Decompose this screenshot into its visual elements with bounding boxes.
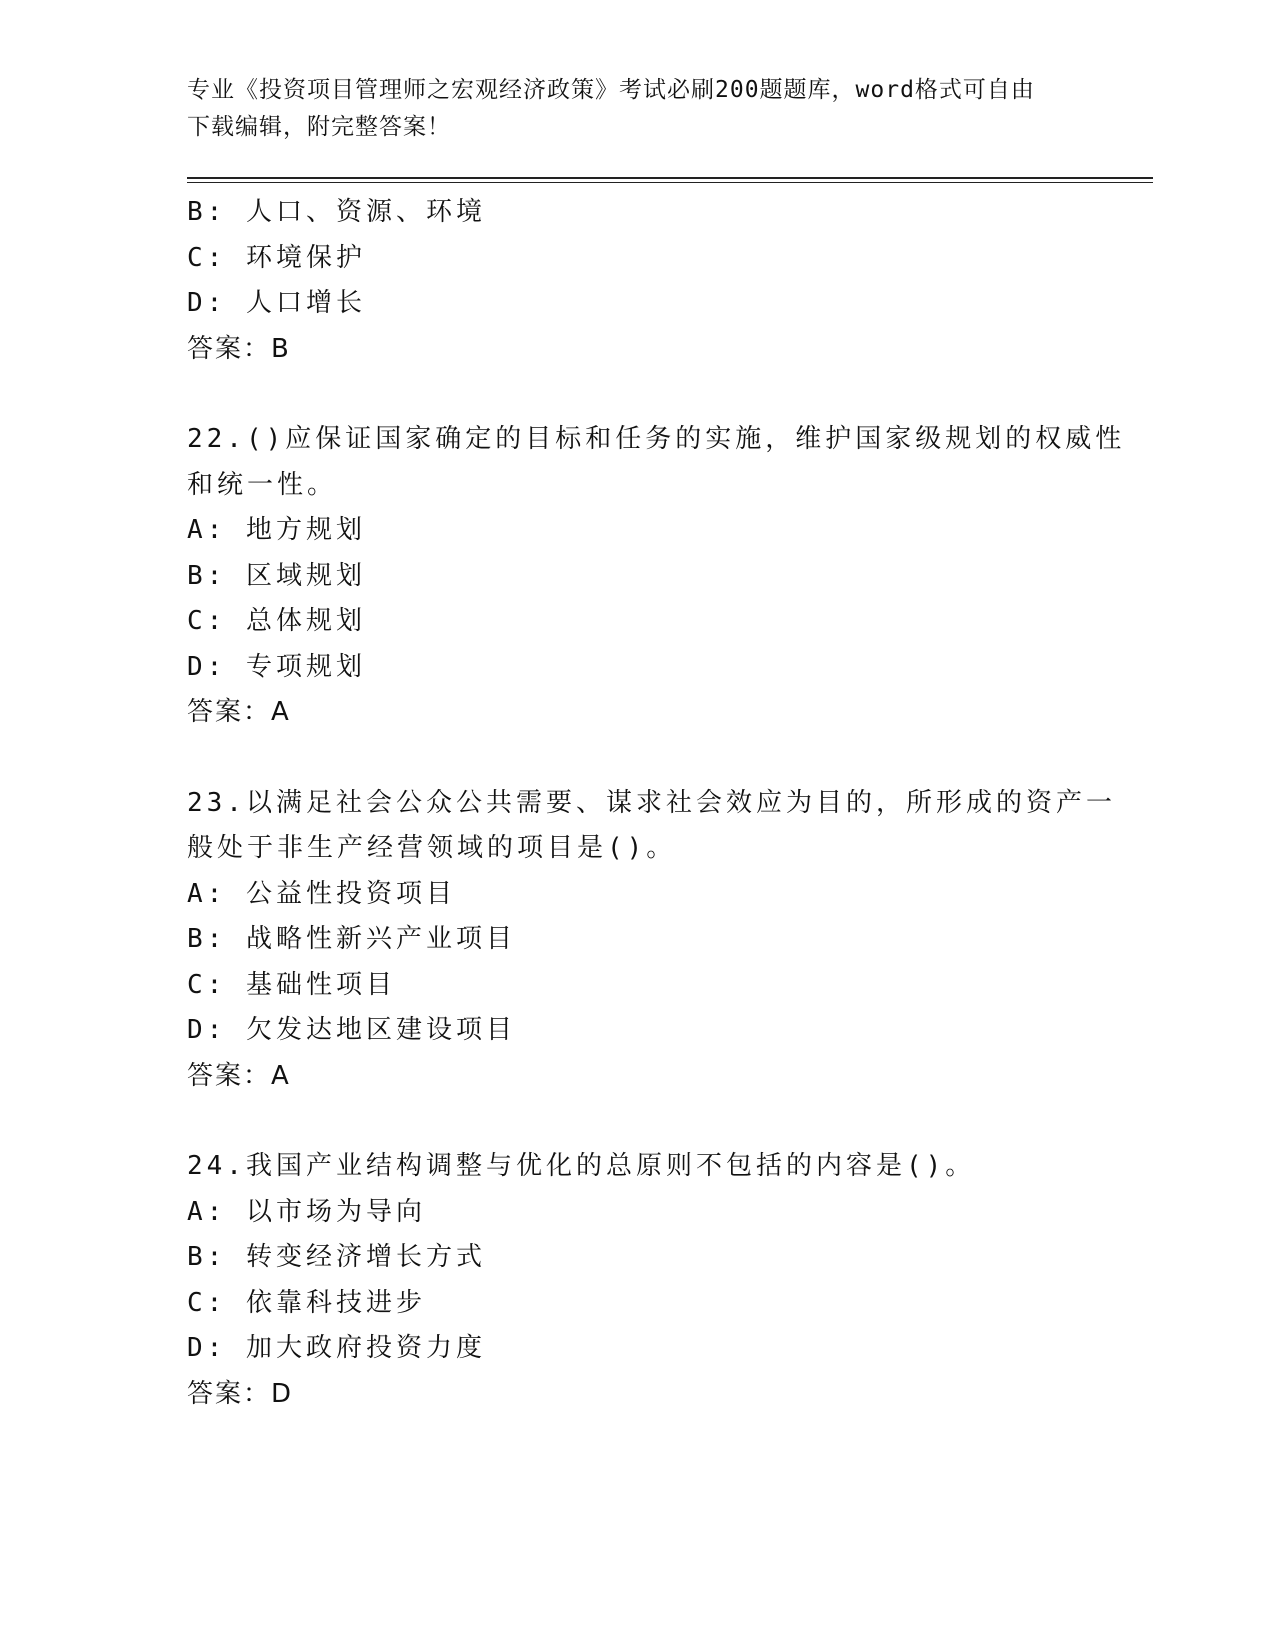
document-header <box>187 72 1067 146</box>
question-text-line-1: 22.()应保证国家确定的目标和任务的实施，维护国家级规划的权威性 <box>187 424 1126 454</box>
option-a: A: 公益性投资项目 <box>187 878 456 909</box>
option-b: B: 人口、资源、环境 <box>187 197 486 227</box>
question-text-line-1: 23.以满足社会公众公共需要、谋求社会效应为目的，所形成的资产一 <box>187 787 1116 818</box>
option-c: C: 基础性项目 <box>187 969 396 1000</box>
question-text-line-2: 般处于非生产经营领域的项目是()。 <box>187 833 677 863</box>
header-line-1: 专业《投资项目管理师之宏观经济政策》考试必刷200题题库，word格式可自由 <box>187 77 1035 103</box>
header-divider-bottom <box>187 182 1153 183</box>
option-c: C: 依靠科技进步 <box>187 1287 426 1318</box>
option-b: B: 战略性新兴产业项目 <box>187 924 516 954</box>
question-23 <box>187 781 1116 1100</box>
option-c: C: 总体规划 <box>187 606 366 636</box>
option-a: A: 以市场为导向 <box>187 1196 426 1227</box>
answer: 答案：D <box>187 1378 294 1409</box>
option-a: A: 地方规划 <box>187 515 366 545</box>
header-line-2: 下载编辑，附完整答案！ <box>187 114 451 140</box>
option-b: B: 转变经济增长方式 <box>187 1242 486 1272</box>
answer: 答案：A <box>187 1060 291 1091</box>
header-divider-top <box>187 177 1153 179</box>
answer: 答案：A <box>187 697 291 727</box>
question-text-line-2: 和统一性。 <box>187 469 338 500</box>
option-c: C: 环境保护 <box>187 242 366 273</box>
option-b: B: 区域规划 <box>187 560 366 591</box>
option-d: D: 加大政府投资力度 <box>187 1333 486 1363</box>
question-24 <box>187 1144 1087 1417</box>
question-22 <box>187 417 1126 736</box>
answer: 答案：B <box>187 333 291 364</box>
partial-question <box>187 190 1087 372</box>
question-text-line-1: 24.我国产业结构调整与优化的总原则不包括的内容是()。 <box>187 1151 976 1181</box>
question-list <box>187 190 1126 1417</box>
option-d: D: 人口增长 <box>187 288 366 318</box>
option-d: D: 欠发达地区建设项目 <box>187 1015 516 1045</box>
option-d: D: 专项规划 <box>187 651 366 682</box>
